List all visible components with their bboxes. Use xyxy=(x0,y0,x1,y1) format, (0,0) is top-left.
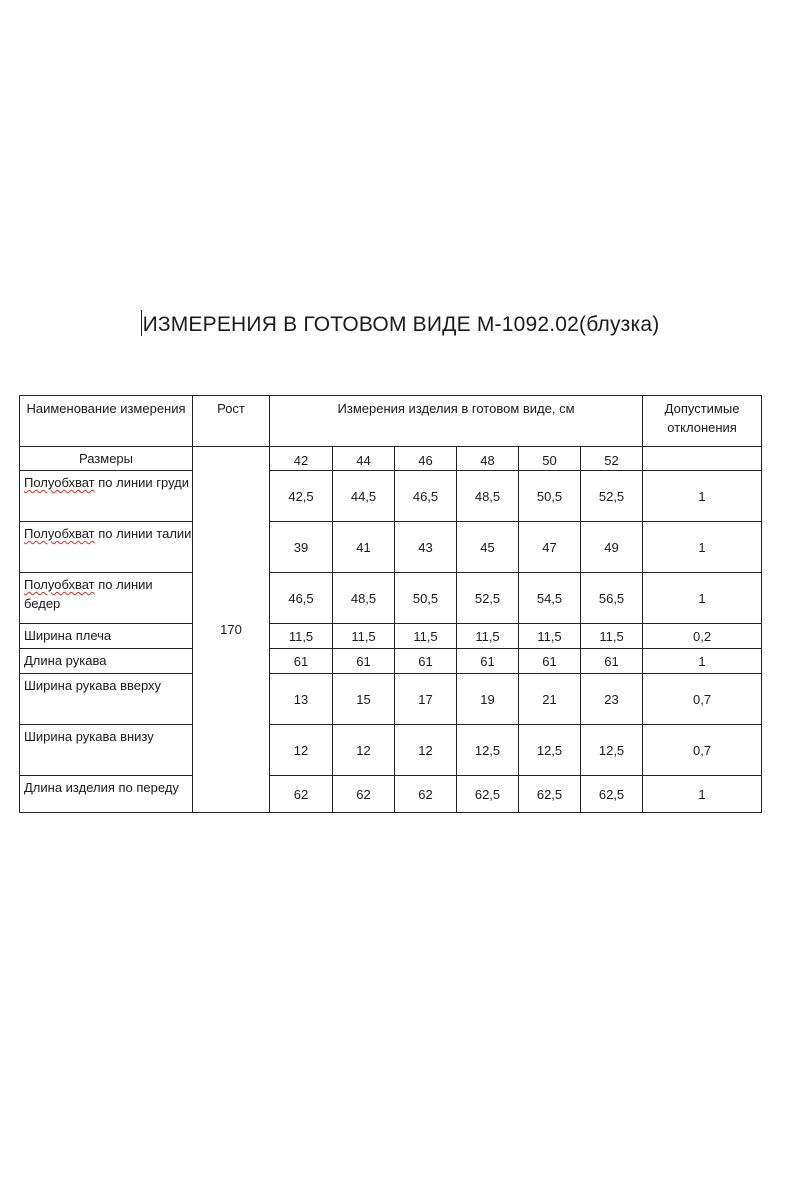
row-name-rest: по линии бедер xyxy=(24,577,153,611)
row-value: 62 xyxy=(270,776,333,813)
spellcheck-word: Полуобхват xyxy=(24,475,95,490)
row-value: 61 xyxy=(395,649,457,674)
row-value: 62,5 xyxy=(457,776,519,813)
row-name: Ширина рукава внизу xyxy=(20,725,193,776)
sizes-label: Размеры xyxy=(20,447,193,471)
row-value: 13 xyxy=(270,674,333,725)
row-tolerance: 1 xyxy=(643,471,762,522)
row-value: 52,5 xyxy=(457,573,519,624)
size-header: 42 xyxy=(270,447,333,471)
sizes-row xyxy=(20,447,762,471)
row-value: 61 xyxy=(457,649,519,674)
table-row xyxy=(20,674,762,725)
row-name-rest: по линии груди xyxy=(94,475,190,490)
row-value: 41 xyxy=(333,522,395,573)
row-value: 15 xyxy=(333,674,395,725)
row-value: 12 xyxy=(270,725,333,776)
row-value: 62 xyxy=(333,776,395,813)
row-value: 12 xyxy=(333,725,395,776)
row-tolerance: 0,2 xyxy=(643,624,762,649)
row-value: 54,5 xyxy=(519,573,581,624)
row-value: 56,5 xyxy=(581,573,643,624)
row-value: 48,5 xyxy=(457,471,519,522)
table-row xyxy=(20,471,762,522)
header-row xyxy=(20,396,762,447)
row-value: 48,5 xyxy=(333,573,395,624)
text-cursor xyxy=(141,310,142,336)
row-value: 46,5 xyxy=(270,573,333,624)
row-name-rest: по линии талии xyxy=(94,526,192,541)
row-value: 45 xyxy=(457,522,519,573)
table-row xyxy=(20,522,762,573)
header-tolerance: Допустимые отклонения xyxy=(643,396,762,447)
row-value: 11,5 xyxy=(519,624,581,649)
row-value: 12,5 xyxy=(519,725,581,776)
tolerance-empty xyxy=(643,447,762,471)
row-value: 11,5 xyxy=(270,624,333,649)
row-value: 21 xyxy=(519,674,581,725)
row-name: Ширина плеча xyxy=(20,624,193,649)
row-tolerance: 0,7 xyxy=(643,725,762,776)
row-tolerance: 1 xyxy=(643,522,762,573)
row-tolerance: 1 xyxy=(643,649,762,674)
row-tolerance: 0,7 xyxy=(643,674,762,725)
header-measurements: Измерения изделия в готовом виде, см xyxy=(270,396,643,447)
height-value: 170 xyxy=(193,447,270,813)
table-row xyxy=(20,776,762,813)
row-value: 12,5 xyxy=(581,725,643,776)
row-name xyxy=(20,471,193,522)
measurements-table xyxy=(19,395,762,813)
row-tolerance: 1 xyxy=(643,776,762,813)
size-header: 50 xyxy=(519,447,581,471)
row-value: 50,5 xyxy=(395,573,457,624)
row-value: 23 xyxy=(581,674,643,725)
row-value: 62 xyxy=(395,776,457,813)
row-name xyxy=(20,522,193,573)
row-value: 62,5 xyxy=(519,776,581,813)
row-value: 43 xyxy=(395,522,457,573)
row-name: Ширина рукава вверху xyxy=(20,674,193,725)
row-value: 61 xyxy=(581,649,643,674)
row-value: 11,5 xyxy=(581,624,643,649)
document-title xyxy=(0,310,800,337)
size-header: 48 xyxy=(457,447,519,471)
row-value: 62,5 xyxy=(581,776,643,813)
table-row xyxy=(20,573,762,624)
row-value: 11,5 xyxy=(395,624,457,649)
row-value: 11,5 xyxy=(333,624,395,649)
row-value: 42,5 xyxy=(270,471,333,522)
table-row xyxy=(20,725,762,776)
row-value: 61 xyxy=(270,649,333,674)
size-header: 46 xyxy=(395,447,457,471)
row-name: Длина изделия по переду xyxy=(20,776,193,813)
row-value: 11,5 xyxy=(457,624,519,649)
row-value: 61 xyxy=(519,649,581,674)
row-value: 46,5 xyxy=(395,471,457,522)
row-tolerance: 1 xyxy=(643,573,762,624)
header-height: Рост xyxy=(193,396,270,447)
row-value: 52,5 xyxy=(581,471,643,522)
row-value: 39 xyxy=(270,522,333,573)
row-value: 47 xyxy=(519,522,581,573)
spellcheck-word: Полуобхват xyxy=(24,526,95,541)
row-name xyxy=(20,573,193,624)
size-header: 52 xyxy=(581,447,643,471)
row-value: 50,5 xyxy=(519,471,581,522)
size-header: 44 xyxy=(333,447,395,471)
spellcheck-word: Полуобхват xyxy=(24,577,95,592)
row-name: Длина рукава xyxy=(20,649,193,674)
table-row xyxy=(20,649,762,674)
row-value: 12,5 xyxy=(457,725,519,776)
row-value: 12 xyxy=(395,725,457,776)
row-value: 61 xyxy=(333,649,395,674)
header-name: Наименование измерения xyxy=(20,396,193,447)
document-title-text: ИЗМЕРЕНИЯ В ГОТОВОМ ВИДЕ М-1092.02(блузка) xyxy=(142,313,660,336)
row-value: 19 xyxy=(457,674,519,725)
table-row xyxy=(20,624,762,649)
row-value: 49 xyxy=(581,522,643,573)
row-value: 17 xyxy=(395,674,457,725)
row-value: 44,5 xyxy=(333,471,395,522)
